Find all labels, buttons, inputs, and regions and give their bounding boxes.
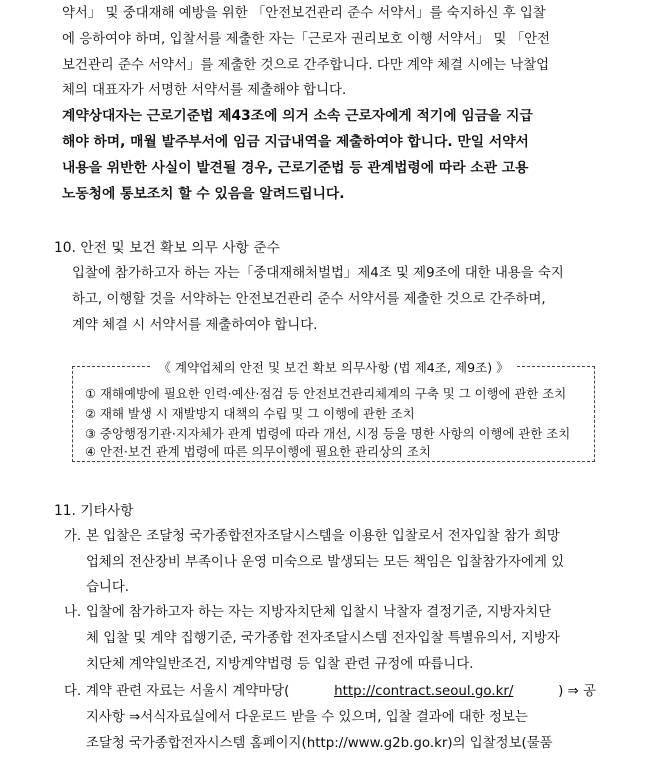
safety-obligations-box xyxy=(72,360,595,462)
item-ga-line-2: 업체의 전산장비 부족이나 운영 미숙으로 발생되는 모든 책임은 입찰참가자에게 있 xyxy=(86,555,565,570)
box-item-1: ① 재해예방에 필요한 인력·예산·점검 등 안전보건관리체계의 구축 및 그 이행에 관한 조치 xyxy=(85,386,567,401)
item-na-marker: 나. xyxy=(64,605,82,620)
item-da-line-1 xyxy=(86,683,596,701)
intro-line-1: 약서」 및 중대재해 예방을 위한 「안전보건관리 준수 서약서」를 숙지하신 후 입찰 xyxy=(62,6,546,21)
item-na-line-1: 입찰에 참가하고자 하는 자는 지방자치단체 입찰시 낙찰자 결정기준, 지방자치단 xyxy=(86,605,552,620)
intro-line-4: 체의 대표자가 서명한 서약서를 제출해야 합니다. xyxy=(62,83,347,98)
notice-line-4: 노동청에 통보조치 할 수 있음을 알려드립니다. xyxy=(62,186,345,202)
item-da-post: ) ⇒ 공 xyxy=(558,684,596,699)
item-na-line-3: 치단체 계약일반조건, 지방계약법령 등 입찰 관련 규정에 따릅니다. xyxy=(86,657,474,672)
section-10-line-3: 계약 체결 시 서약서를 제출하여야 합니다. xyxy=(72,318,318,333)
box-item-4: ④ 안전·보건 관계 법령에 따른 의무이행에 필요한 관리상의 조치 xyxy=(85,444,431,459)
section-10-line-1: 입찰에 참가하고자 하는 자는「중대재해처벌법」제4조 및 제9조에 대한 내용을 숙지 xyxy=(72,266,564,281)
intro-line-2: 에 응하여야 하며, 입찰서를 제출한 자는「근로자 권리보호 이행 서약서」 및 「안전 xyxy=(62,32,550,47)
notice-line-1: 계약상대자는 근로기준법 제43조에 의거 소속 근로자에게 적기에 임금을 지급 xyxy=(62,108,533,124)
contract-seoul-link[interactable]: http://contract.seoul.go.kr/ xyxy=(334,684,514,699)
item-da-line-2: 지사항 ⇒서식자료실에서 다운로드 받을 수 있으며, 입찰 결과에 대한 정보는 xyxy=(86,710,528,725)
item-da-marker: 다. xyxy=(64,684,82,699)
intro-line-3: 보건관리 준수 서약서」를 제출한 것으로 간주합니다. 다만 계약 체결 시에는 낙찰업 xyxy=(62,58,550,73)
notice-line-3: 내용을 위반한 사실이 발견될 경우, 근로기준법 등 관계법령에 따라 소관 고용 xyxy=(62,160,529,176)
item-ga-line-3: 습니다. xyxy=(86,580,130,595)
section-10-heading: 10. 안전 및 보건 확보 의무 사항 준수 xyxy=(54,240,280,256)
section-10-line-2: 하고, 이행할 것을 서약하는 안전보건관리 준수 서약서를 제출한 것으로 간주하며, xyxy=(72,292,546,307)
section-11-heading: 11. 기타사항 xyxy=(54,503,134,519)
item-da-line-3: 조달청 국가종합전자시스템 홈페이지(http://www.g2b.go.kr)의 입찰정보(물품 xyxy=(86,736,553,751)
box-item-2: ② 재해 발생 시 재발방지 대책의 수립 및 그 이행에 관한 조치 xyxy=(85,406,415,421)
item-na-line-2: 체 입찰 및 계약 집행기준, 국가종합 전자조달시스템 전자입찰 특별유의서, 지방자 xyxy=(86,631,560,646)
box-title: 《 계약업체의 안전 및 보건 확보 의무사항 (법 제4조, 제9조) 》 xyxy=(152,360,515,375)
box-title-wrap xyxy=(73,357,594,376)
item-da-pre: 계약 관련 자료는 서울시 계약마당( xyxy=(86,684,290,699)
notice-line-2: 해야 하며, 매월 발주부서에 임금 지급내역을 제출하여야 합니다. 만일 서약서 xyxy=(62,134,529,150)
item-ga-marker: 가. xyxy=(64,529,82,544)
box-item-3: ③ 중앙행정기관·지자체가 관계 법령에 따라 개선, 시정 등을 명한 사항의 이행에 관한 조치 xyxy=(85,426,571,441)
item-ga-line-1: 본 입찰은 조달청 국가종합전자조달시스템을 이용한 입찰로서 전자입찰 참가 희망 xyxy=(86,529,560,544)
